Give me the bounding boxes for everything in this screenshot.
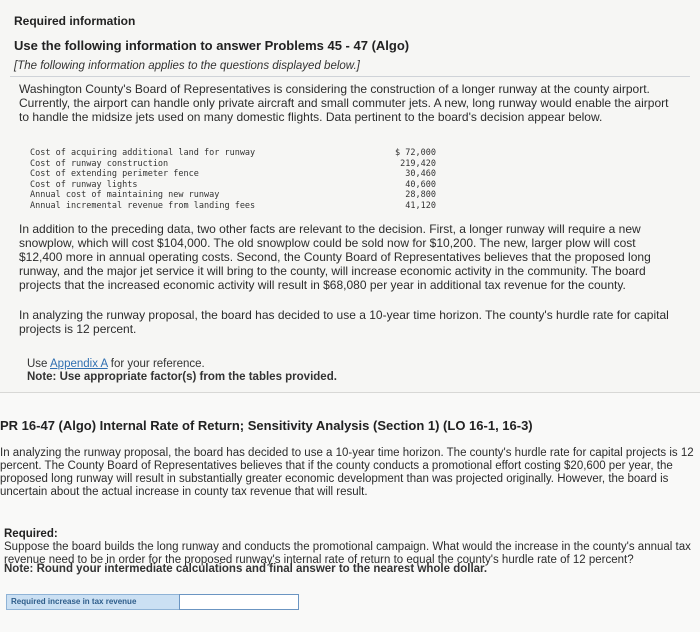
cost-label: Annual cost of maintaining new runway	[30, 190, 220, 200]
factor-note	[27, 371, 337, 383]
cost-table	[30, 148, 436, 211]
answer-row	[6, 594, 299, 610]
table-row	[30, 159, 436, 170]
cost-label: Cost of runway construction	[30, 158, 169, 169]
cost-label: Cost of extending perimeter fence	[30, 169, 199, 179]
additional-facts-paragraph: In addition to the preceding data, two other facts are relevant to the decision. First, a longer runway will require a new snowplow, which will cost $104,000. The old snowplow could be sold now for $10,200. The new, larger plow will cost $12,400 more in annual operating costs. Second, the County Board of Representatives believes that the proposed long runway, and the major jet service it will bring to the county, will increase economic activity in the community. The board projects that the increased economic activity will result in $68,080 per year in additional tax revenue for the county.	[19, 222, 651, 292]
required-text: Suppose the board builds the long runway and conducts the promotional campaign. What would the increase in the county's annual tax revenue need to be in order for the proposed runway's internal rate of return to equal the county's hurdle rate of 12 percent?	[4, 541, 691, 566]
rounding-note	[4, 563, 487, 575]
cost-amount: 30,460	[405, 169, 436, 179]
applies-note: [The following information applies to the questions displayed below.]	[14, 60, 360, 72]
cost-label: Cost of runway lights	[30, 179, 138, 190]
cost-label: Cost of acquiring additional land for runway	[30, 148, 256, 158]
rounding-note-text: Note: Round your intermediate calculations and final answer to the nearest whole dollar.	[4, 563, 488, 575]
table-row	[30, 201, 436, 212]
cost-amount: 40,600	[405, 179, 436, 190]
factor-note-text: Note: Use appropriate factor(s) from the tables provided.	[27, 371, 337, 383]
table-row	[30, 180, 436, 191]
problem-body: In analyzing the runway proposal, the board has decided to use a 10-year time horizon. The county's hurdle rate for capital projects is 12 percent. The County Board of Representatives believes that if the county conducts a promotional effort costing $20,600 per year, the proposed long runway will result in substantially greater economic development than was projected originally. However, the board is uncertain about the actual increase in county tax revenue that will result.	[0, 447, 694, 498]
use-following-info-heading: Use the following information to answer Problems 45 - 47 (Algo)	[14, 38, 410, 53]
appendix-a-link[interactable]: Appendix A	[50, 358, 108, 370]
cost-amount: 219,420	[400, 158, 436, 169]
reference-suffix: for your reference.	[107, 358, 205, 370]
table-row	[30, 190, 436, 201]
problem-title: PR 16-47 (Algo) Internal Rate of Return; Sensitivity Analysis (Section 1) (LO 16-1, 16-3)	[0, 418, 533, 433]
cost-amount: 28,800	[405, 190, 436, 200]
tax-revenue-input[interactable]	[179, 594, 299, 610]
reference-prefix: Use	[27, 358, 51, 370]
cost-amount: $ 72,000	[395, 148, 436, 158]
time-horizon-paragraph: In analyzing the runway proposal, the board has decided to use a 10-year time horizon. The county's hurdle rate for capital projects is 12 percent.	[19, 308, 669, 336]
required-information-heading: Required information	[14, 14, 136, 28]
table-row	[30, 148, 436, 159]
cost-label: Annual incremental revenue from landing fees	[30, 200, 256, 211]
cost-amount: 41,120	[405, 200, 436, 211]
answer-label: Required increase in tax revenue	[6, 594, 180, 610]
required-heading: Required:	[4, 528, 58, 540]
reference-line	[27, 358, 205, 370]
table-row	[30, 169, 436, 180]
intro-paragraph: Washington County's Board of Representatives is considering the construction of a longer runway at the county airport. Currently, the airport can handle only private aircraft and small commuter jets. A new, long runway would enable the airport to handle the midsize jets used on many domestic flights. Data pertinent to the board's decision appear below.	[19, 82, 669, 124]
